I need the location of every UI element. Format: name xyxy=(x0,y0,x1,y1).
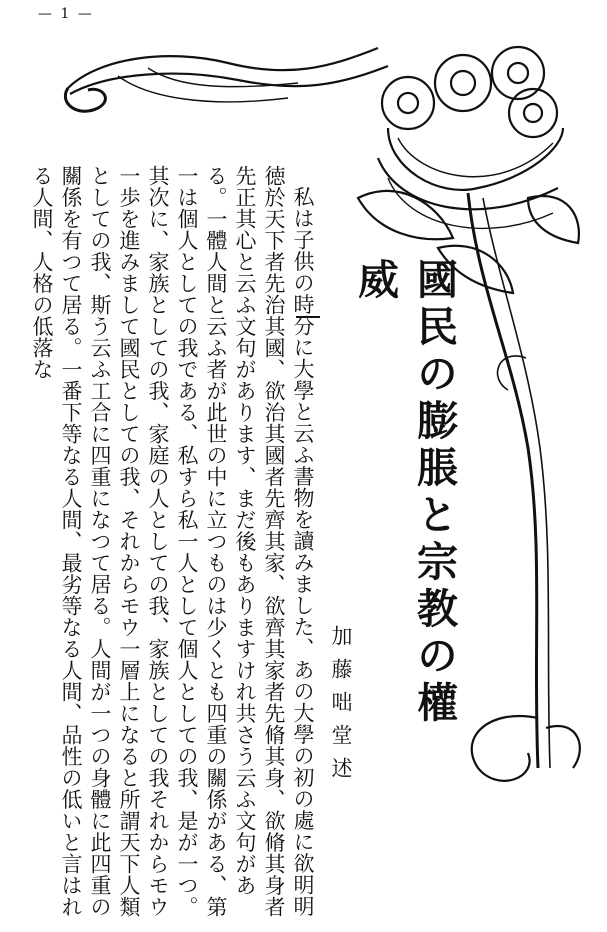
paragraph: 私は子供の時分に大學と云ふ書物を讀みました、あの大學の初の處に欲明明徳於天下者先治其國、欲治其國者先齊其家、欲齊其家者先脩其身、欲脩其身者先正其心と云ふ文句があります、まだ後もありますけれ共さう云ふ文句がある。一體人間と云ふ者が此世の中に立つものは少くとも四重の關係がある、第一は個人としての我である、私すら私一人として個人としての我、是が一つ。其次に、家族としての我、家庭の人としての我、家族としての我それからモウ一歩を進みまして國民としての我、それからモウ一層上になると所謂天下人類としての我、斯う云ふ工合に四重になつて居る。人間が一つの身體に此四重の關係を有つて居る。一番下等なる人間、最劣等なる人間、品性の低いと言はれる人間、人格の低落な xyxy=(30,165,315,918)
page-number-value: 1 xyxy=(60,6,72,22)
page-number: — 1 — xyxy=(38,6,94,22)
article-body xyxy=(30,165,317,925)
article-author: 加藤咄堂述 xyxy=(329,625,353,790)
article-title: 國民の膨脹と宗教の權威 xyxy=(351,258,458,728)
